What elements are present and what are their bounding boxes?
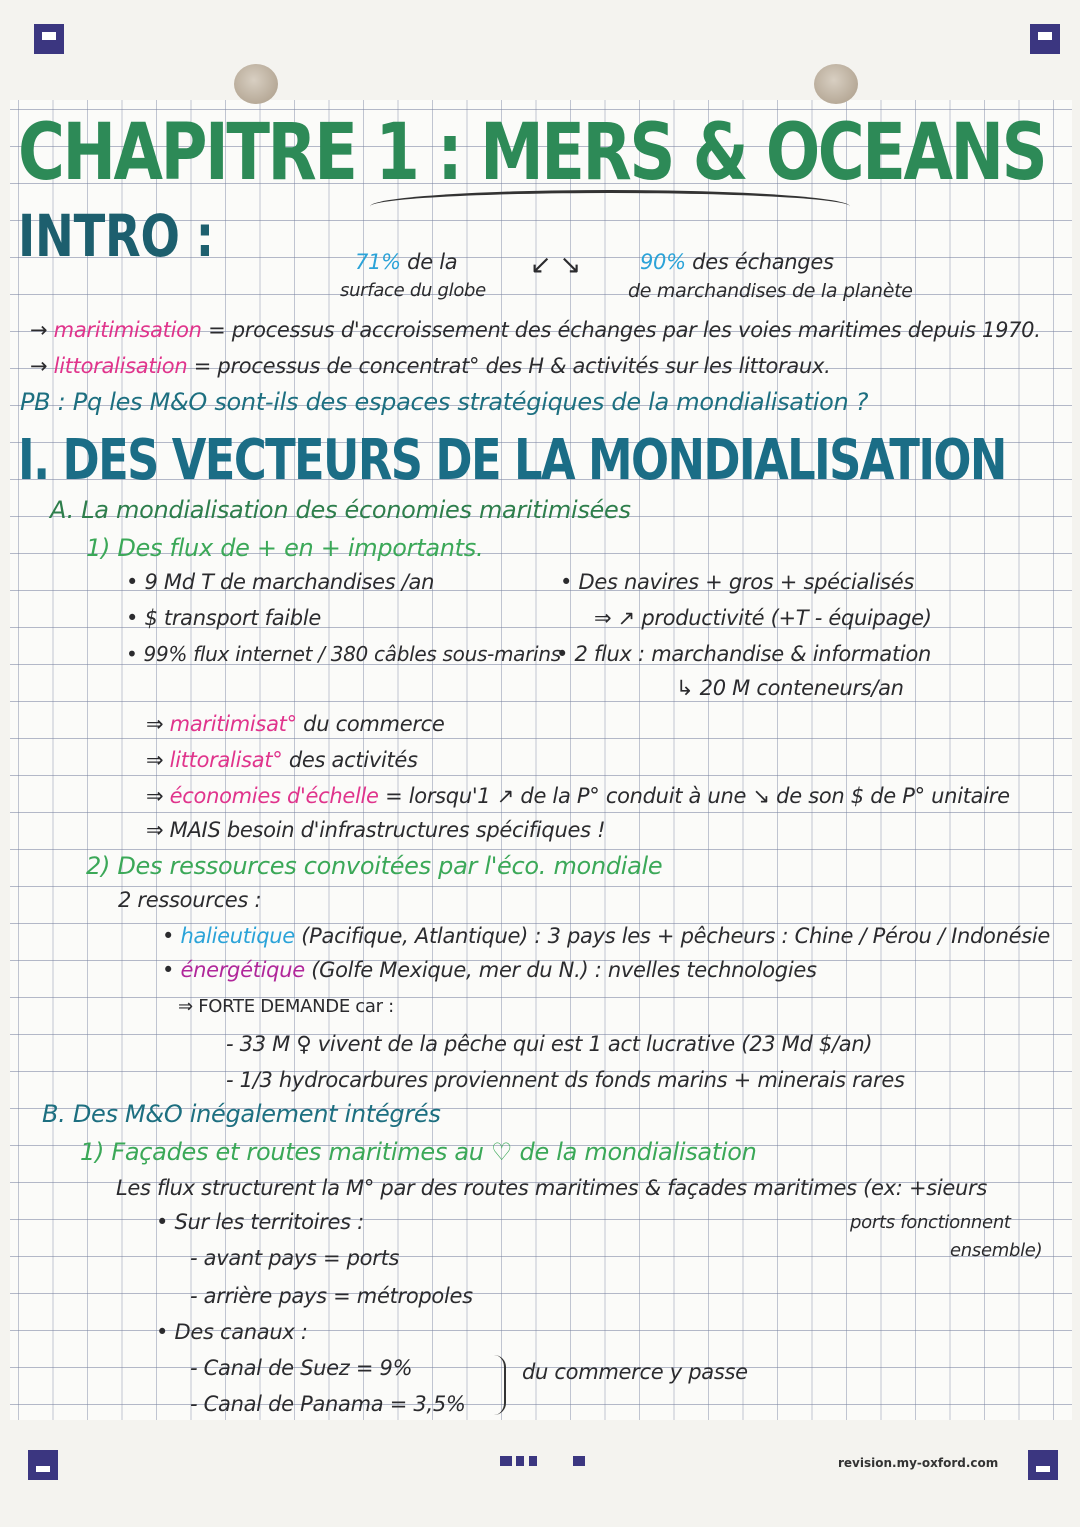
text: ensemble) [950,1240,1043,1261]
stat-text: de marchandises de la planète [628,280,913,302]
term: maritimisation [53,318,202,342]
stat-text: de la [407,250,458,274]
text: - 1/3 hydrocarbures proviennent ds fonds marins + minerais rares [226,1068,905,1092]
text: - arrière pays = métropoles [190,1284,473,1308]
text: - Canal de Suez = 9% [190,1356,413,1380]
term: halieutique [180,924,295,948]
stat-text: surface du globe [340,280,486,301]
text: = lorsqu'1 ↗ de la P° conduit à une ↘ de son $ de P° unitaire [385,784,1010,808]
bullet: • 2 flux : marchandise & information [556,642,932,666]
text: (Golfe Mexique, mer du N.) : nvelles technologies [311,958,817,982]
term: maritimisat° [169,712,297,736]
text: (Pacifique, Atlantique) : 3 pays les + pêcheurs : Chine / Pérou / Indonésie [301,924,1050,948]
corner-marker-icon [28,1450,58,1480]
footer-marker-icon [529,1456,537,1466]
bullet: • $ transport faible [126,606,321,630]
part-heading: A. La mondialisation des économies maritimisées [50,496,631,524]
stat-value: 71% [355,250,401,274]
text: 2 ressources : [118,888,262,912]
definition: = processus de concentrat° des H & activités sur les littoraux. [193,354,831,378]
brace [490,1355,506,1415]
part-heading: B. Des M&O inégalement intégrés [42,1100,441,1128]
corner-marker-icon [34,24,64,54]
text: - Canal de Panama = 3,5% [190,1392,466,1416]
problematique: PB : Pq les M&O sont-ils des espaces stratégiques de la mondialisation ? [20,388,869,416]
brace [370,190,850,223]
bullet: ⇒ ↗ productivité (+T - équipage) [594,606,932,630]
section-heading: I. DES VECTEURS DE LA MONDIALISATION [18,428,1006,493]
text: • Sur les territoires : [156,1210,364,1234]
text: MAIS besoin d'infrastructures spécifiques ! [169,818,606,842]
bullet: • Des navires + gros + spécialisés [560,570,915,594]
text: du commerce [303,712,445,736]
text: des activités [288,748,418,772]
page-title: CHAPITRE 1 : MERS & OCEANS [18,108,1046,198]
footer-marker-icon [516,1456,524,1466]
corner-marker-icon [1028,1450,1058,1480]
term: littoralisat° [169,748,283,772]
term: économies d'échelle [169,784,379,808]
term: énergétique [180,958,305,982]
bullet: • 99% flux internet / 380 câbles sous-marins [126,642,561,666]
footer-url: revision.my-oxford.com [838,1456,999,1470]
footer-marker-icon [573,1456,585,1466]
stat-value: 90% [640,250,686,274]
subheading: 1) Des flux de + en + importants. [86,534,484,562]
text: • Des canaux : [156,1320,308,1344]
subheading: 2) Des ressources convoitées par l'éco. mondiale [86,852,663,880]
text: - avant pays = ports [190,1246,400,1270]
text: du commerce y passe [522,1360,748,1384]
bullet: • 9 Md T de marchandises /an [126,570,435,594]
text: - 33 M ♀ vivent de la pêche qui est 1 act lucrative (23 Md $/an) [226,1032,873,1056]
text: Les flux structurent la M° par des routes maritimes & façades maritimes (ex: +sieurs [116,1176,988,1200]
definition: = processus d'accroissement des échanges par les voies maritimes depuis 1970. [208,318,1041,342]
text: ⇒ FORTE DEMANDE car : [178,996,394,1017]
text: ports fonctionnent [850,1212,1011,1233]
arrows-icon: ↙ ↘ [530,250,581,280]
term: littoralisation [53,354,188,378]
corner-marker-icon [1030,24,1060,54]
punch-hole [234,64,278,104]
punch-hole [814,64,858,104]
intro-heading: INTRO : [18,202,214,270]
subheading: 1) Façades et routes maritimes au ♡ de la mondialisation [80,1138,757,1166]
footer-marker-icon [500,1456,512,1466]
bullet: ↳ 20 M conteneurs/an [676,676,904,700]
stat-text: des échanges [692,250,834,274]
